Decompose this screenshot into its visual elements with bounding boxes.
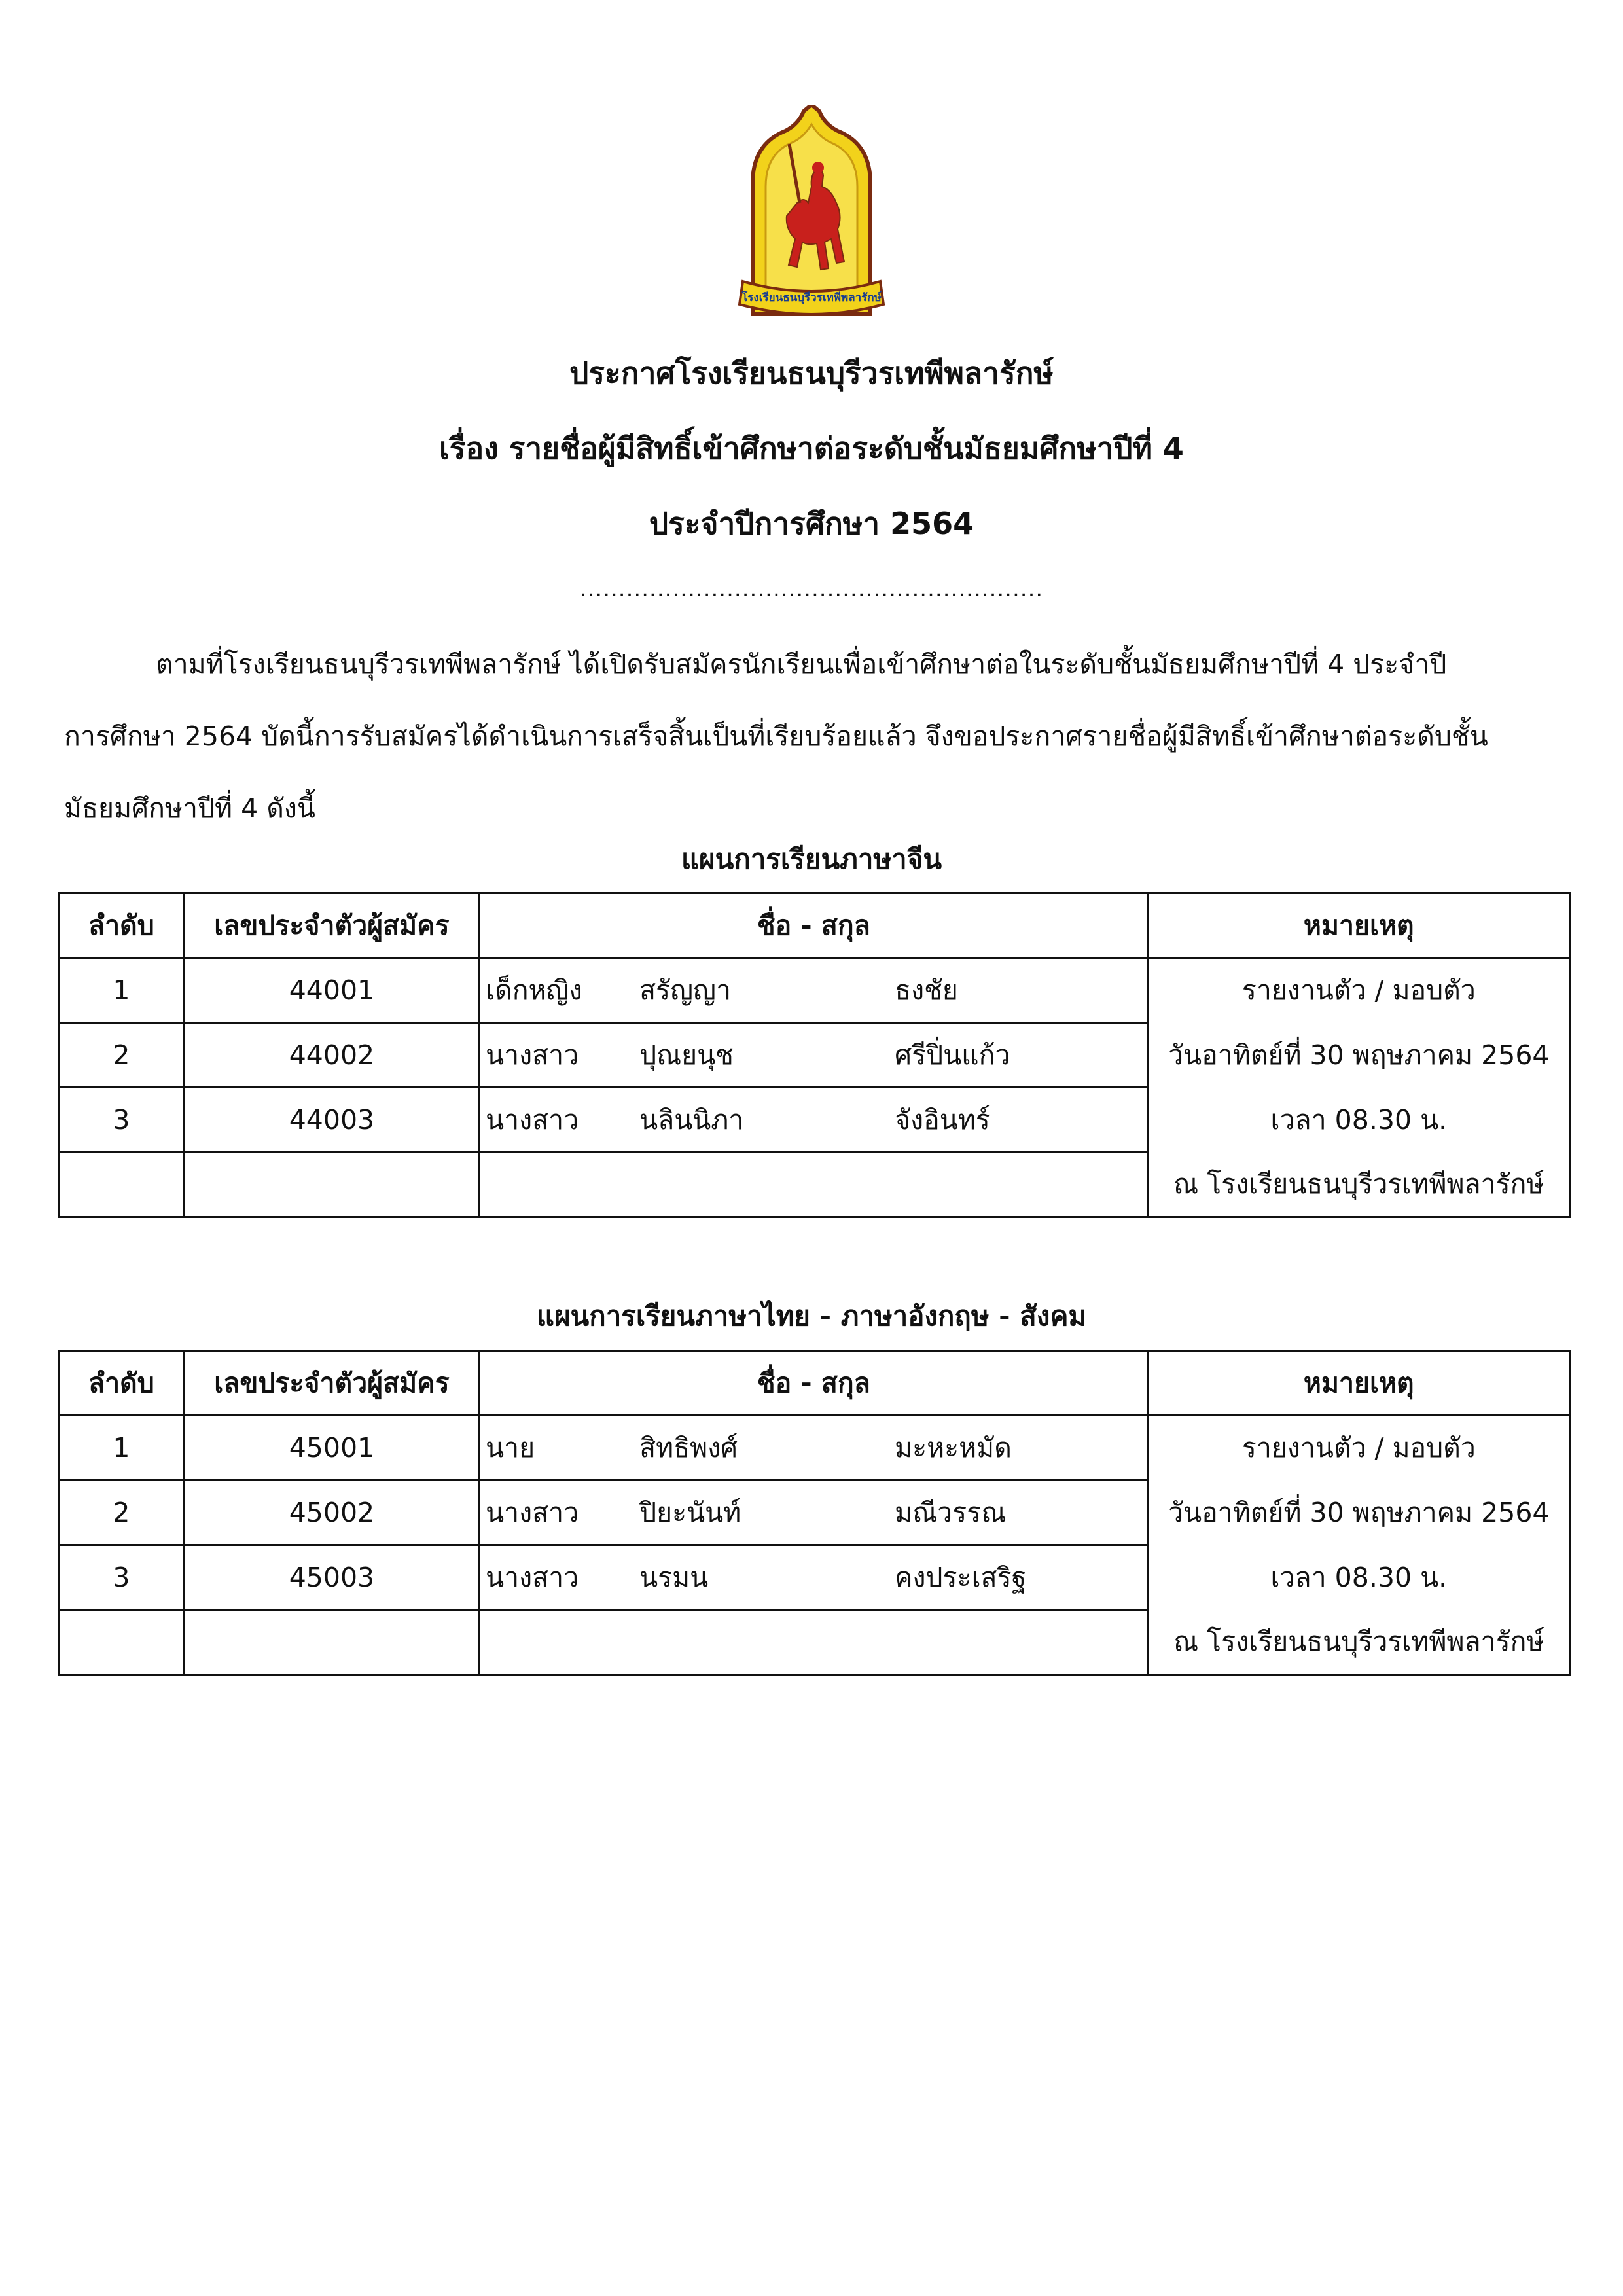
col-remark: หมายเหตุ xyxy=(1148,893,1569,958)
cell-id: 44002 xyxy=(184,1023,479,1088)
cell-remark: วันอาทิตย์ที่ 30 พฤษภาคม 2564 xyxy=(1148,1480,1569,1545)
table-row xyxy=(59,1153,1570,1217)
col-name: ชื่อ - สกุล xyxy=(480,1351,1149,1416)
cell-name xyxy=(480,1088,1149,1153)
emblem-banner-text: โรงเรียนธนบุรีวรเทพีพลารักษ์ xyxy=(741,291,882,304)
last-name: จังอินทร์ xyxy=(895,1103,990,1136)
cell-no: 3 xyxy=(59,1545,185,1610)
cell-name xyxy=(480,1480,1149,1545)
table-row xyxy=(59,1610,1570,1675)
cell-remark: รายงานตัว / มอบตัว xyxy=(1148,958,1569,1023)
name-prefix: นางสาว xyxy=(486,1561,579,1593)
name-prefix: นางสาว xyxy=(486,1103,579,1136)
roster-table-chinese xyxy=(58,892,1571,1218)
cell-no: 1 xyxy=(59,1416,185,1480)
cell-no xyxy=(59,1153,185,1217)
last-name: มะหะหมัด xyxy=(895,1431,1012,1463)
first-name: สรัญญา xyxy=(639,974,731,1006)
cell-id xyxy=(184,1153,479,1217)
roster-table-thai-english-social xyxy=(58,1350,1571,1676)
cell-no: 1 xyxy=(59,958,185,1023)
table-row xyxy=(59,1480,1570,1545)
first-name: นรมน xyxy=(639,1561,709,1593)
cell-remark: เวลา 08.30 น. xyxy=(1148,1545,1569,1610)
cell-id: 44001 xyxy=(184,958,479,1023)
cell-id: 45001 xyxy=(184,1416,479,1480)
plan-title-chinese: แผนการเรียนภาษาจีน xyxy=(681,843,942,875)
table-row xyxy=(59,958,1570,1023)
cell-name xyxy=(480,1610,1149,1675)
cell-id: 45003 xyxy=(184,1545,479,1610)
last-name: ศรีปิ่นแก้ว xyxy=(895,1039,1010,1071)
cell-remark: ณ โรงเรียนธนบุรีวรเทพีพลารักษ์ xyxy=(1148,1153,1569,1217)
table-row xyxy=(59,1023,1570,1088)
divider: ............................................................ xyxy=(579,576,1044,602)
plan-title-thai-english-social: แผนการเรียนภาษาไทย - ภาษาอังกฤษ - สังคม xyxy=(536,1300,1087,1332)
name-prefix: เด็กหญิง xyxy=(486,974,582,1006)
announcement-subject: เรื่อง รายชื่อผู้มีสิทธิ์เข้าศึกษาต่อระดับชั้นมัธยมศึกษาปีที่ 4 xyxy=(439,431,1184,466)
cell-id: 44003 xyxy=(184,1088,479,1153)
cell-name xyxy=(480,1416,1149,1480)
announcement-title: ประกาศโรงเรียนธนบุรีวรเทพีพลารักษ์ xyxy=(569,355,1054,391)
cell-name xyxy=(480,1153,1149,1217)
cell-no: 2 xyxy=(59,1480,185,1545)
last-name: คงประเสริฐ xyxy=(895,1561,1027,1593)
last-name: ธงชัย xyxy=(895,974,958,1006)
cell-id: 45002 xyxy=(184,1480,479,1545)
cell-no: 2 xyxy=(59,1023,185,1088)
cell-name xyxy=(480,1023,1149,1088)
first-name: สิทธิพงศ์ xyxy=(639,1431,738,1463)
table-row xyxy=(59,1545,1570,1610)
cell-remark: ณ โรงเรียนธนบุรีวรเทพีพลารักษ์ xyxy=(1148,1610,1569,1675)
first-name: ปิยะนันท์ xyxy=(639,1496,741,1528)
last-name: มณีวรรณ xyxy=(895,1496,1007,1528)
col-name: ชื่อ - สกุล xyxy=(480,893,1149,958)
intro-line-3: มัธยมศึกษาปีที่ 4 ดังนี้ xyxy=(64,793,315,824)
intro-line-1: ตามที่โรงเรียนธนบุรีวรเทพีพลารักษ์ ได้เปิดรับสมัครนักเรียนเพื่อเข้าศึกษาต่อในระดับชั้นมัธยมศึกษาปีที่ 4 ประจำปี xyxy=(156,649,1447,680)
cell-no xyxy=(59,1610,185,1675)
table-row xyxy=(59,1088,1570,1153)
col-remark: หมายเหตุ xyxy=(1148,1351,1569,1416)
name-prefix: นางสาว xyxy=(486,1039,579,1071)
col-no: ลำดับ xyxy=(59,893,185,958)
table-header-row xyxy=(59,1351,1570,1416)
cell-remark: วันอาทิตย์ที่ 30 พฤษภาคม 2564 xyxy=(1148,1023,1569,1088)
first-name: ปุณยนุช xyxy=(639,1039,734,1071)
first-name: นลินนิภา xyxy=(639,1103,744,1136)
table-row xyxy=(59,1416,1570,1480)
intro-paragraph xyxy=(64,628,1556,844)
cell-name xyxy=(480,958,1149,1023)
col-no: ลำดับ xyxy=(59,1351,185,1416)
cell-no: 3 xyxy=(59,1088,185,1153)
table-header-row xyxy=(59,893,1570,958)
academic-year: ประจำปีการศึกษา 2564 xyxy=(649,506,974,541)
col-applicant-id: เลขประจำตัวผู้สมัคร xyxy=(184,1351,479,1416)
cell-remark: เวลา 08.30 น. xyxy=(1148,1088,1569,1153)
name-prefix: นางสาว xyxy=(486,1496,579,1528)
name-prefix: นาย xyxy=(486,1431,535,1463)
cell-id xyxy=(184,1610,479,1675)
intro-line-2: การศึกษา 2564 บัดนี้การรับสมัครได้ดำเนินการเสร็จสิ้นเป็นที่เรียบร้อยแล้ว จึงขอประกาศรายชื่อผู้มีสิทธิ์เข้าศึกษาต่อระดับชั้น xyxy=(64,721,1488,752)
cell-name xyxy=(480,1545,1149,1610)
cell-remark: รายงานตัว / มอบตัว xyxy=(1148,1416,1569,1480)
col-applicant-id: เลขประจำตัวผู้สมัคร xyxy=(184,893,479,958)
school-emblem-icon xyxy=(726,105,897,321)
